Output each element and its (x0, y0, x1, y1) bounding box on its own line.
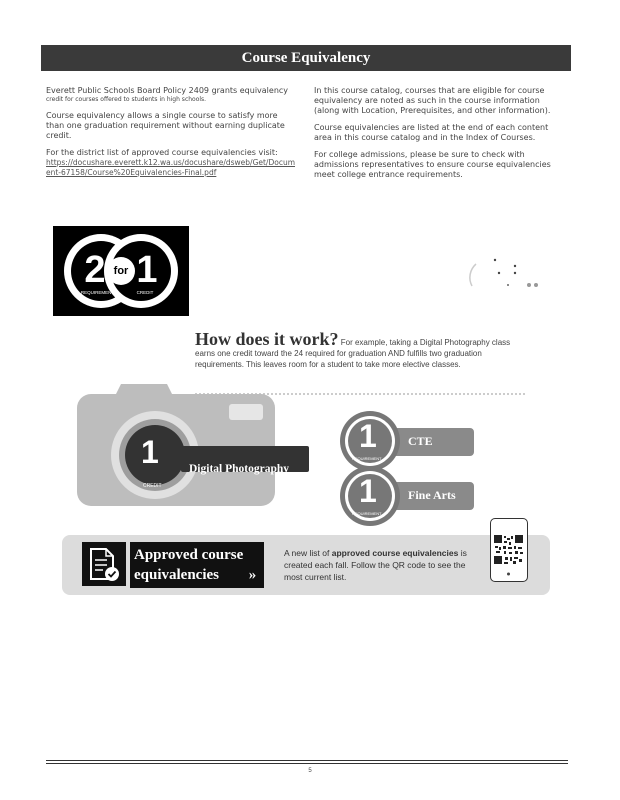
policy-small-text: credit for courses offered to students in high schools. (46, 96, 207, 103)
logo-requirements-label: REQUIREMENTS (80, 290, 118, 295)
fine-arts-req-label: REQUIREMENT (352, 511, 382, 516)
approved-title-line1: Approved course (134, 547, 244, 563)
chevron-right-icon: » (248, 567, 257, 583)
equivalency-paragraph: Course equivalency allows a single course to satisfy more than one graduation requirement without earning duplicate credit. (46, 111, 285, 140)
decorative-dots (462, 256, 542, 296)
policy-text: Everett Public Schools Board Policy 2409 grants equivalency (46, 86, 289, 95)
how-it-works (195, 329, 525, 370)
approved-text-pre: A new list of (284, 548, 332, 558)
listing-paragraph: Course equivalencies are listed at the end of each content area in this course catalog and in the Index of Courses. (314, 123, 549, 142)
two-for-one-logo (53, 226, 189, 316)
left-column (46, 86, 296, 185)
camera-course: Digital Photography (189, 463, 289, 475)
requirement-fine-arts (340, 465, 474, 527)
page-title: Course Equivalency (41, 45, 571, 71)
approved-text (284, 547, 474, 583)
logo-credit-label: CREDIT (136, 290, 154, 295)
approved-text-post: is created each fall. Follow the QR code to see the most current list. (284, 548, 467, 582)
cte-num: 1 (359, 418, 377, 454)
district-list-paragraph (46, 148, 296, 178)
district-list-link[interactable]: https://docushare.everett.k12.wa.us/docushare/dsweb/Get/Document-67158/Course%20Equivalencies-Final.pdf (46, 158, 296, 177)
how-heading: How does it work? (195, 329, 339, 349)
camera-num: 1 (141, 434, 159, 470)
logo-two: 2 (84, 249, 106, 291)
cte-req-label: REQUIREMENT (352, 456, 382, 461)
approved-title (130, 542, 264, 588)
approved-title-line2: equivalencies (134, 567, 219, 583)
document-check-icon (82, 542, 126, 586)
catalog-paragraph: In this course catalog, courses that are eligible for course equivalency are noted as such in the course information (along with Location, Prerequisites, and other information). (314, 86, 551, 115)
fine-arts-num: 1 (359, 473, 377, 509)
how-body: For example, taking a Digital Photography class earns one credit toward the 24 required for graduation AND fulfills two graduation requirements. This leaves room for a student to take more elective classes. (195, 338, 511, 369)
logo-for: for (113, 265, 129, 277)
page-number: 5 (308, 768, 312, 774)
requirement-cte (340, 410, 474, 472)
admissions-paragraph: For college admissions, please be sure to check with admissions representatives to ensure course equivalencies meet college entrance requirements. (314, 150, 551, 179)
district-list-text: For the district list of approved course equivalencies visit: (46, 148, 278, 157)
approved-banner (62, 535, 550, 595)
logo-one: 1 (136, 249, 158, 291)
camera-graphic (77, 382, 317, 508)
approved-text-bold: approved course equivalencies (331, 548, 459, 558)
cte-name: CTE (408, 434, 433, 448)
camera-credit-label: CREDIT (143, 483, 162, 489)
footer-rule-top (46, 760, 568, 761)
phone-qr-icon[interactable] (490, 518, 528, 582)
policy-paragraph (46, 86, 296, 104)
fine-arts-name: Fine Arts (408, 488, 456, 502)
right-column (314, 86, 566, 187)
footer-rule-bottom (46, 763, 568, 764)
